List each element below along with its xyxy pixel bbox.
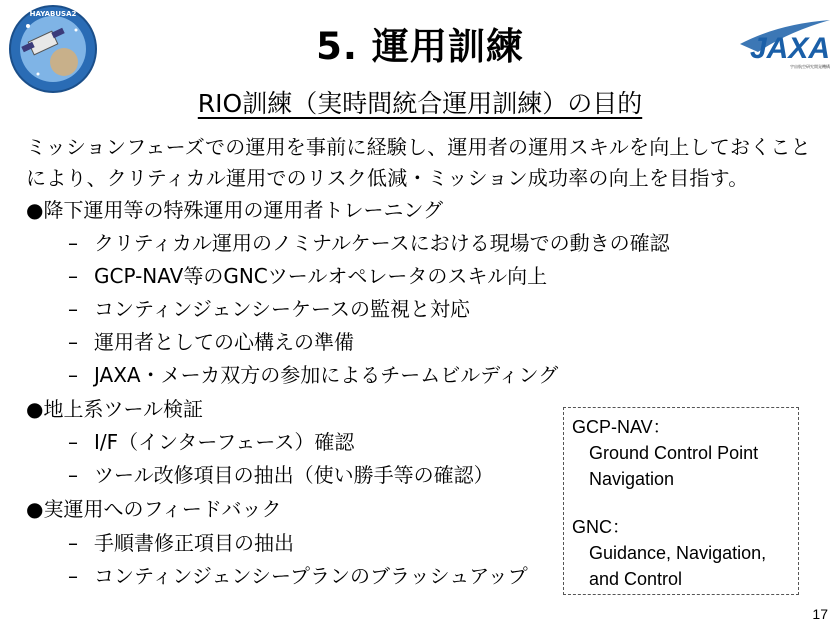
sub-item: – コンティンジェンシーケースの監視と対応 <box>68 297 470 321</box>
page-number: 17 <box>812 606 828 622</box>
jaxa-subtext: 宇宙航空研究開発機構 <box>790 64 830 69</box>
gcp-definition-line2: Navigation <box>589 469 675 489</box>
sub-item: – JAXA・メーカ双方の参加によるチームビルディング <box>68 363 559 387</box>
gnc-label: GNC： <box>572 517 630 537</box>
sub-item: – ツール改修項目の抽出（使い勝手等の確認） <box>68 463 494 487</box>
bullet-feedback: ●実運用へのフィードバック <box>26 497 282 521</box>
sub-item: – コンティンジェンシープランのブラッシュアップ <box>68 564 528 588</box>
gnc-definition-line2: and Control <box>589 569 683 589</box>
sub-item: – I/F（インターフェース）確認 <box>68 430 355 454</box>
sub-item: – 運用者としての心構えの準備 <box>68 330 354 354</box>
glossary-box <box>563 407 799 595</box>
bullet-training: ●降下運用等の特殊運用の運用者トレーニング <box>26 198 444 222</box>
jaxa-logo-text: JAXA <box>749 32 831 65</box>
gcp-definition-line1: Ground Control Point <box>589 443 759 463</box>
page-subtitle <box>0 84 840 120</box>
bullet-tool-verification: ●地上系ツール検証 <box>26 397 204 421</box>
gcp-label: GCP-NAV： <box>572 417 671 437</box>
gnc-definition-line1: Guidance, Navigation, <box>589 543 767 563</box>
subtitle-text: RIO訓練（実時間統合運用訓練）の目的 <box>197 89 643 118</box>
sub-item: – GCP-NAV等のGNCツールオペレータのスキル向上 <box>68 264 548 288</box>
sub-item: – 手順書修正項目の抽出 <box>68 531 294 555</box>
intro-text: ミッションフェーズでの運用を事前に経験し、運用者の運用スキルを向上しておくことにより、クリティカル運用でのリスク低減・ミッション成功率の向上を目指す。 <box>26 135 811 190</box>
sub-item: – クリティカル運用のノミナルケースにおける現場での動きの確認 <box>68 231 670 255</box>
page-title: 5. 運用訓練 <box>316 25 524 68</box>
mission-logo-text: HAYABUSA2 <box>29 10 77 18</box>
